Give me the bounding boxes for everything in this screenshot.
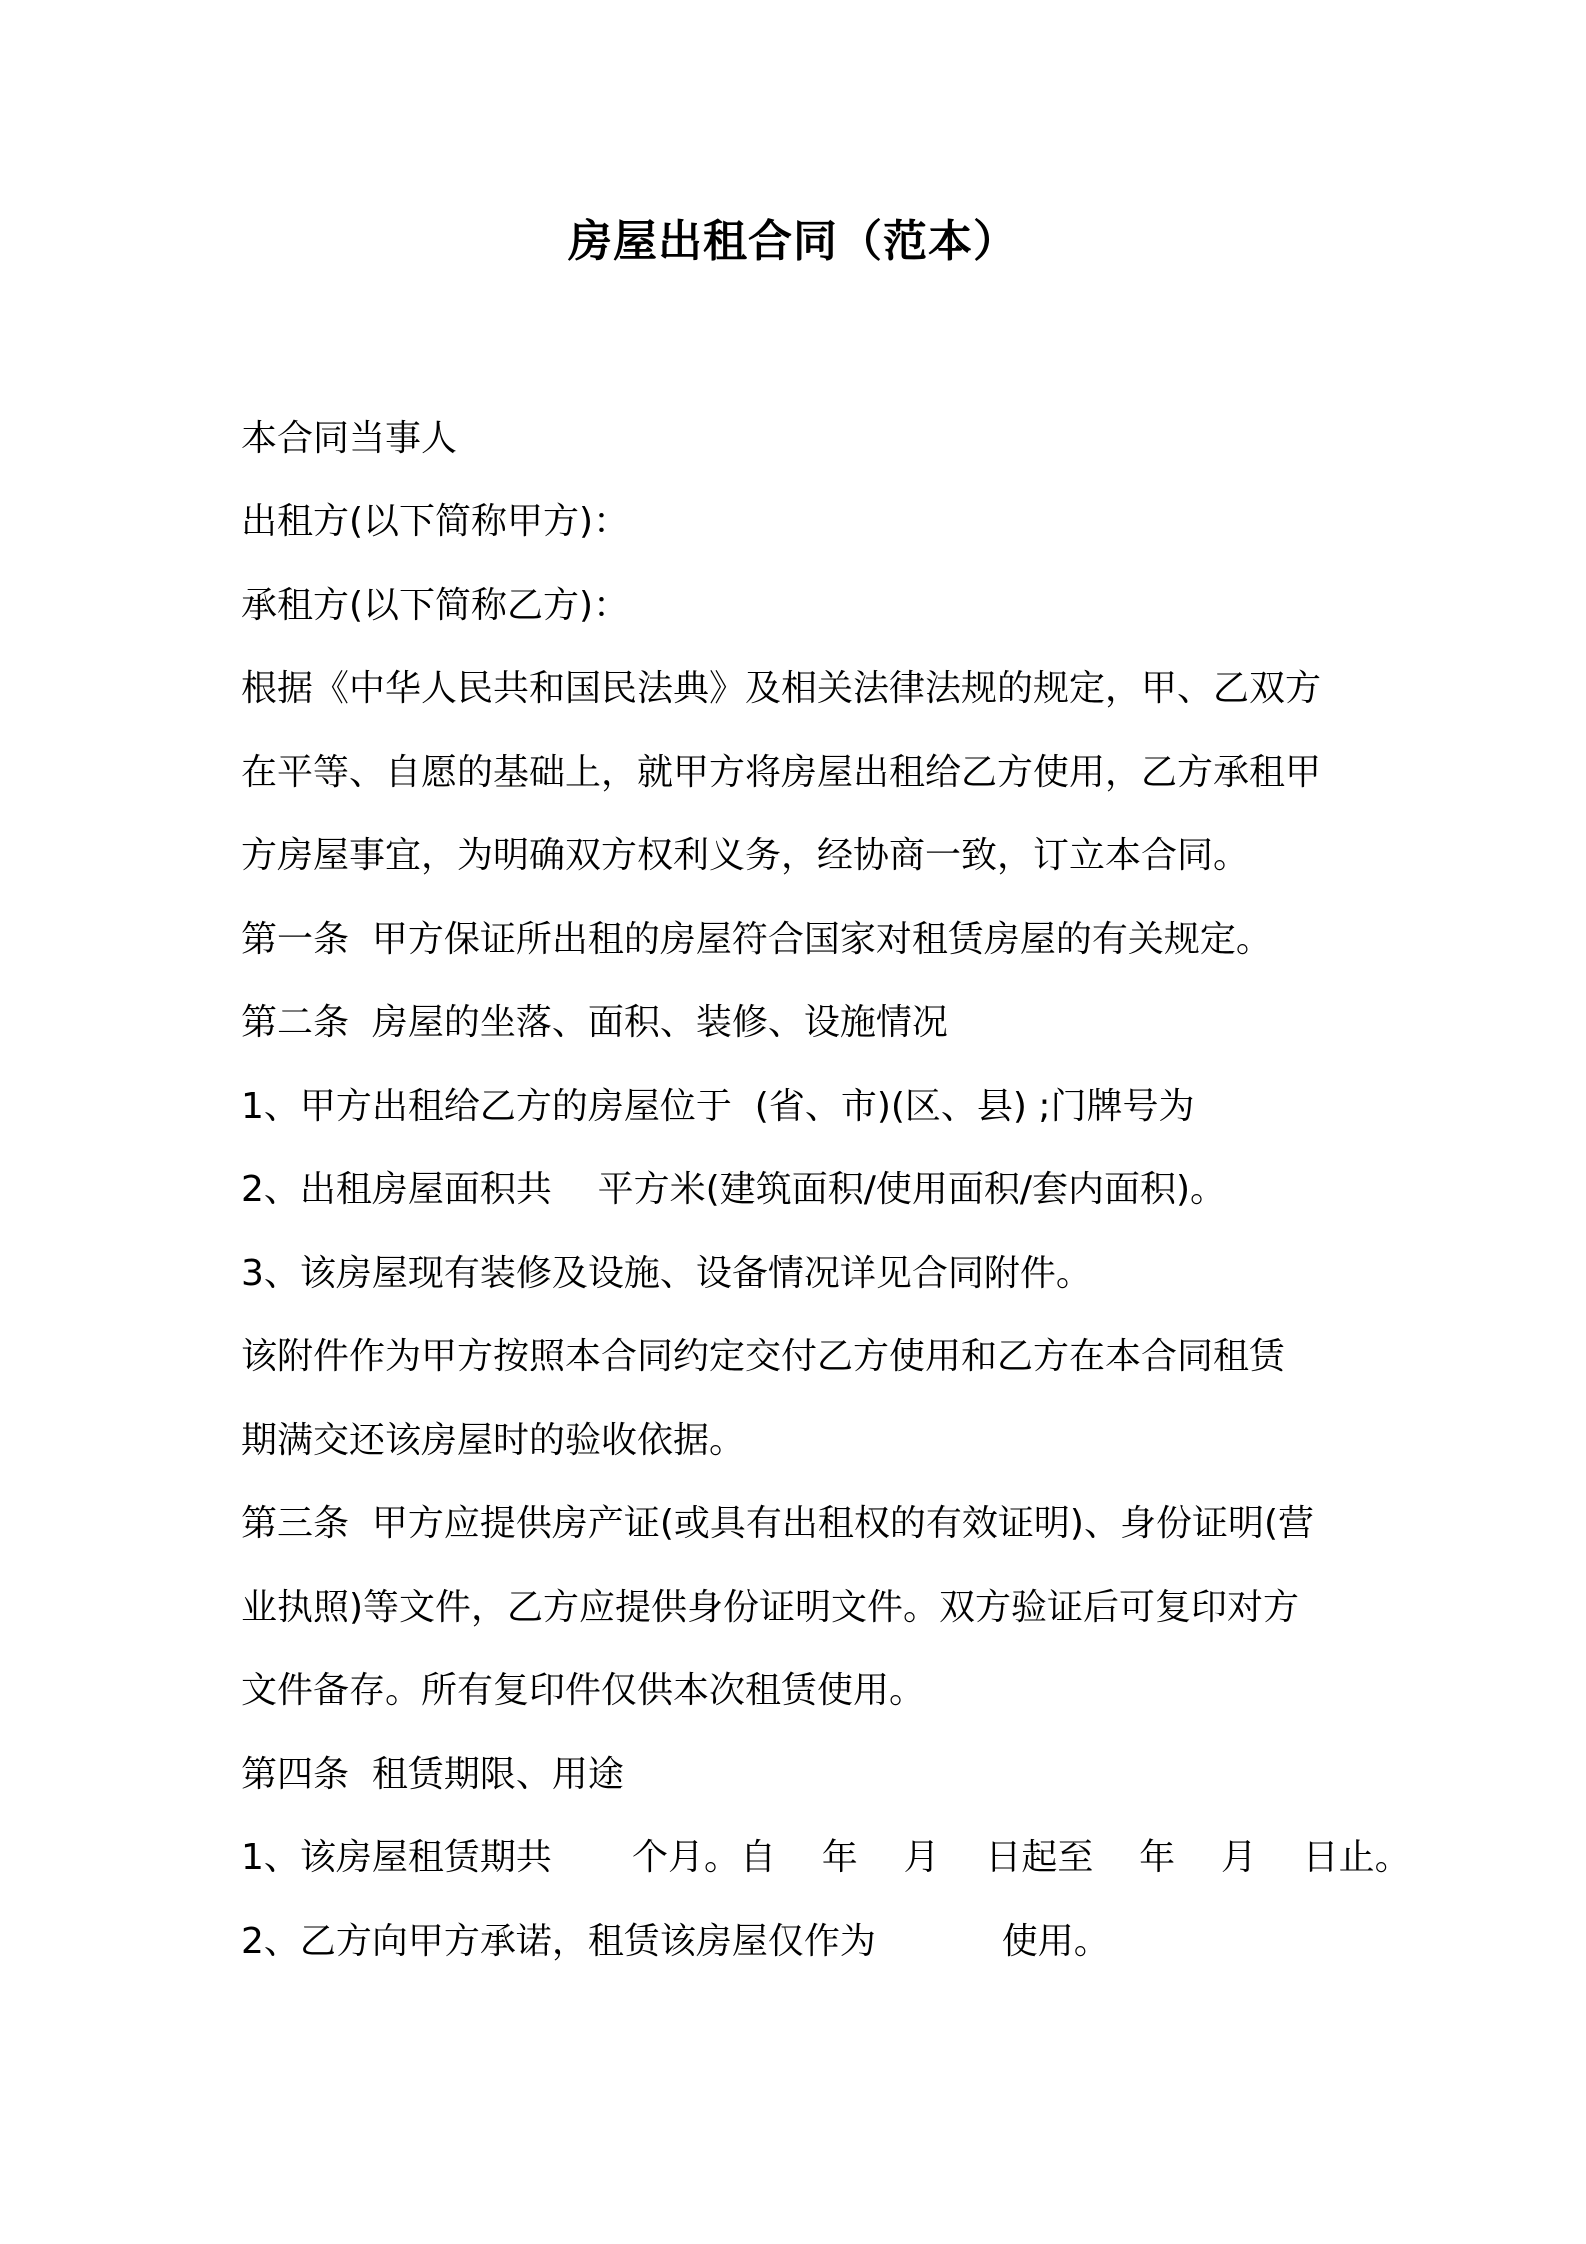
paragraph-line-article-1: 第一条 甲方保证所出租的房屋符合国家对租赁房屋的有关规定。 [241,919,1272,960]
paragraph-line-article-4-heading: 第四条 租赁期限、用途 [241,1754,624,1795]
paragraph-line-article-2-heading: 第二条 房屋的坐落、面积、装修、设施情况 [241,1002,948,1043]
paragraph-line-article-3-1: 第三条 甲方应提供房产证(或具有出租权的有效证明)、身份证明(营 [241,1503,1315,1544]
document-title: 房屋出租合同（范本） [568,216,1018,267]
paragraph-line-lessor: 出租方(以下简称甲方)： [241,501,630,542]
paragraph-line-attachment-1: 该附件作为甲方按照本合同约定交付乙方使用和乙方在本合同租赁 [241,1336,1286,1377]
paragraph-line-article-2-item-3: 3、该房屋现有装修及设施、设备情况详见合同附件。 [241,1253,1092,1294]
paragraph-line-article-2-item-1: 1、甲方出租给乙方的房屋位于 (省、市)(区、县) ;门牌号为 [241,1086,1195,1127]
paragraph-line-article-3-2: 业执照)等文件，乙方应提供身份证明文件。双方验证后可复印对方 [241,1587,1300,1628]
paragraph-line-article-2-item-2: 2、出租房屋面积共 平方米(建筑面积/使用面积/套内面积)。 [241,1169,1227,1210]
paragraph-line-preamble-3: 方房屋事宜，为明确双方权利义务，经协商一致，订立本合同。 [241,835,1250,876]
paragraph-line-lessee: 承租方(以下简称乙方)： [241,585,630,626]
paragraph-line-preamble-2: 在平等、自愿的基础上，就甲方将房屋出租给乙方使用，乙方承租甲 [241,752,1322,793]
paragraph-line-parties-heading: 本合同当事人 [241,418,458,459]
paragraph-line-article-3-3: 文件备存。所有复印件仅供本次租赁使用。 [241,1670,926,1711]
paragraph-line-preamble-1: 根据《中华人民共和国民法典》及相关法律法规的规定，甲、乙双方 [241,668,1322,709]
paragraph-line-article-4-item-1: 1、该房屋租赁期共 个月。自 年 月 日起至 年 月 日止。 [241,1837,1411,1878]
paragraph-line-attachment-2: 期满交还该房屋时的验收依据。 [241,1420,746,1461]
paragraph-line-article-4-item-2: 2、乙方向甲方承诺，租赁该房屋仅作为 使用。 [241,1921,1110,1962]
